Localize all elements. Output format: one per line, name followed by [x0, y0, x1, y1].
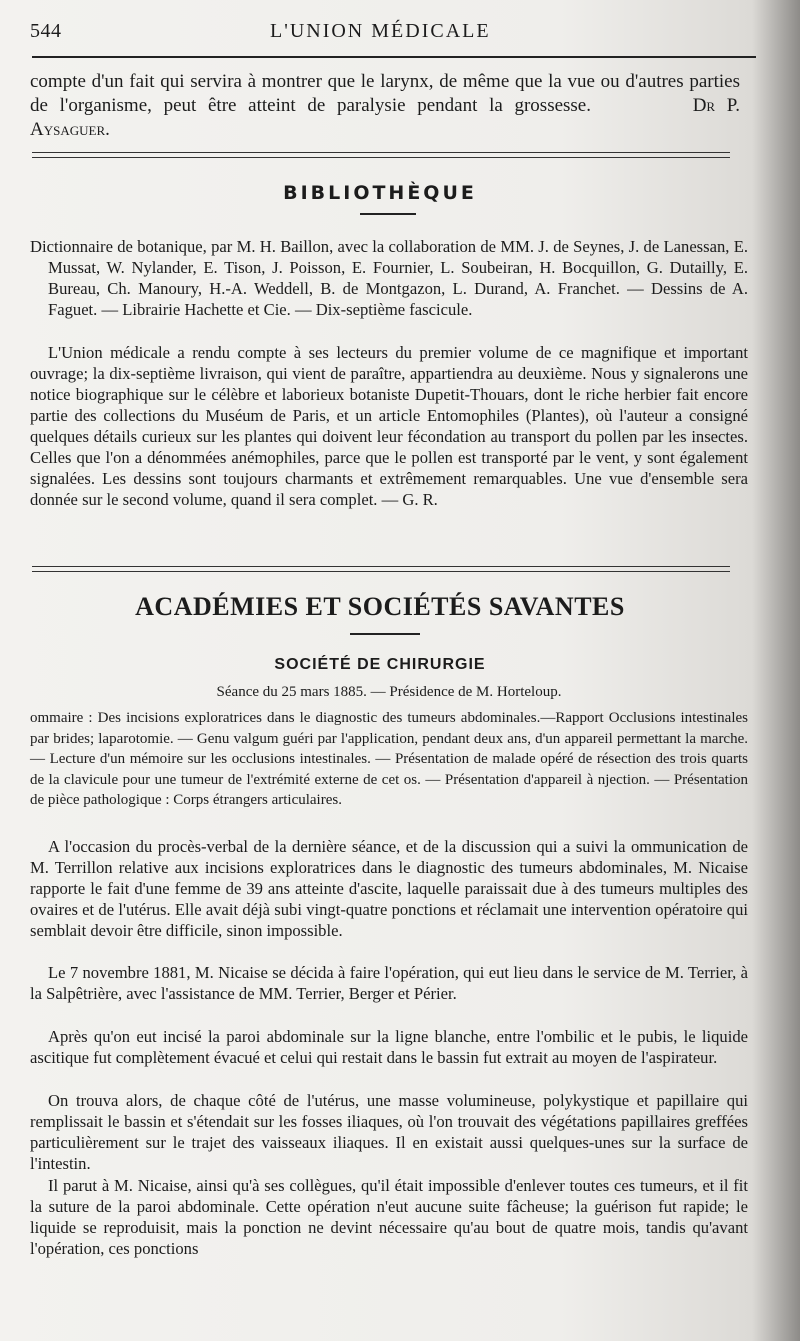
session-line: Séance du 25 mars 1885. — Présidence de M. Horteloup. — [216, 684, 562, 700]
academies-title: ACADÉMIES ET SOCIÉTÉS SAVANTES — [135, 592, 625, 621]
page-number: 544 — [30, 20, 62, 42]
bibliotheque-review: L'Union médicale a rendu compte à ses lecteurs du premier volume de ce magnifique et important ouvrage; la dix-septième livraison, qui vient de paraître, appartiendra au deuxième. Nous y signalerons une notice biographique sur le célèbre et laborieux botaniste Dupetit-Thouars, dont le riche herbier fait encore partie des collections du Muséum de Paris, et un article Entomophiles (Plantes), où l'auteur a consigné quelques détails curieux sur les plantes qui doivent leur fécondation au transport du pollen par les insectes. Celles que l'on a dénommées anémophiles, parce que le pollen est transporté par le vent, y sont également signalées. Les dessins sont toujours charmants et extrêmement remarquables. Une vue d'ensemble sera donnée sur le second volume, quand il sera complet. — G. R. — [30, 343, 748, 509]
body-paragraph-5: Il parut à M. Nicaise, ainsi qu'à ses collègues, qu'il était impossible d'enlever toutes ces tumeurs, et il fit la suture de la paroi abdominale. Cette opération n'eut aucune suite fâcheuse; la guérison fut rapide; le liquide se reproduisit, mais la ponction ne devint nécessaire qu'au bout de quatre mois, tandis qu'avant l'opération, ces ponctions — [30, 1176, 748, 1258]
body-paragraph-1: A l'occasion du procès-verbal de la dernière séance, et de la discussion qui a suivi la ommunication de M. Terrillon relative aux incisions exploratrices dans le diagnostic des tumeurs abdominales, M. Nicaise rapporte le fait d'une femme de 39 ans atteinte d'ascite, laquelle paraissait due à des tumeurs multiples des ovaires et de l'utérus. Elle avait déjà subi vingt-quatre ponctions et réclamait une intervention opératoire qui semblait devoir être difficile, sinon impossible. — [30, 837, 748, 940]
society-title: SOCIÉTÉ DE CHIRURGIE — [274, 656, 486, 673]
body-paragraph-2: Le 7 novembre 1881, M. Nicaise se décida à faire l'opération, qui eut lieu dans le service de M. Terrier, à la Salpêtrière, avec l'assistance de MM. Terrier, Berger et Périer. — [30, 963, 748, 1003]
section-divider-1 — [32, 152, 730, 158]
intro-text: compte d'un fait qui servira à montrer que le larynx, de même que la vue ou d'autres parties de l'organisme, peut être atteint de paralysie pendant la grossesse. — [30, 71, 740, 116]
body-paragraph-3: Après qu'on eut incisé la paroi abdominale sur la ligne blanche, entre l'ombilic et le pubis, le liquide ascitique fut complètement évacué et celui qui restait dans le bassin fut extrait au moyen de l'aspirateur. — [30, 1027, 748, 1067]
section-divider-2 — [32, 566, 730, 572]
running-title: L'UNION MÉDICALE — [270, 20, 491, 42]
body-paragraph-4: On trouva alors, de chaque côté de l'utérus, une masse volumineuse, polykystique et papillaire qui remplissait le bassin et s'étendait sur les fosses iliaques, où l'on trouvait des végétations papillaires greffées particulièrement sur le trajet des vaisseaux iliaques. Il en existait aussi quelques-unes sur la surface de l'intestin. — [30, 1091, 748, 1173]
bibliotheque-entry: Dictionnaire de botanique, par M. H. Baillon, avec la collaboration de MM. J. de Seynes, J. de Lanessan, E. Mussat, W. Nylander, E. Tison, J. Poisson, E. Fournier, L. Soubeiran, H. Bocquillon, G. Dutailly, E. Bureau, Ch. Manoury, H.-A. Weddell, B. de Montgazon, L. Durand, A. Franchet. — Dessins de A. Faguet. — Librairie Hachette et Cie. — Dix-septième fascicule. — [30, 237, 748, 319]
academies-underline — [350, 633, 420, 635]
session-summary: ommaire : Des incisions exploratrices dans le diagnostic des tumeurs abdominales.—Rapport Occlusions intestinales par brides; laparotomie. — Genu valgum guéri par l'application, pendant deux ans, d'un appareil permettant la marche. — Lecture d'un mémoire sur les occlusions intestinales. — Présentation de malade opéré de résection des trois quarts de la clavicule pour une tumeur de l'extrémité externe de cet os. — Présentation d'appareil à njection. — Présentation de pièce pathologique : Corps étrangers articulaires. — [30, 710, 748, 808]
intro-paragraph — [30, 70, 740, 142]
bibliotheque-underline — [360, 213, 416, 215]
page-header — [30, 14, 750, 44]
bibliotheque-title: BIBLIOTHÈQUE — [283, 182, 477, 204]
intro-signature: Dr P. Aysaguer. — [30, 95, 741, 140]
header-rule — [32, 56, 756, 58]
